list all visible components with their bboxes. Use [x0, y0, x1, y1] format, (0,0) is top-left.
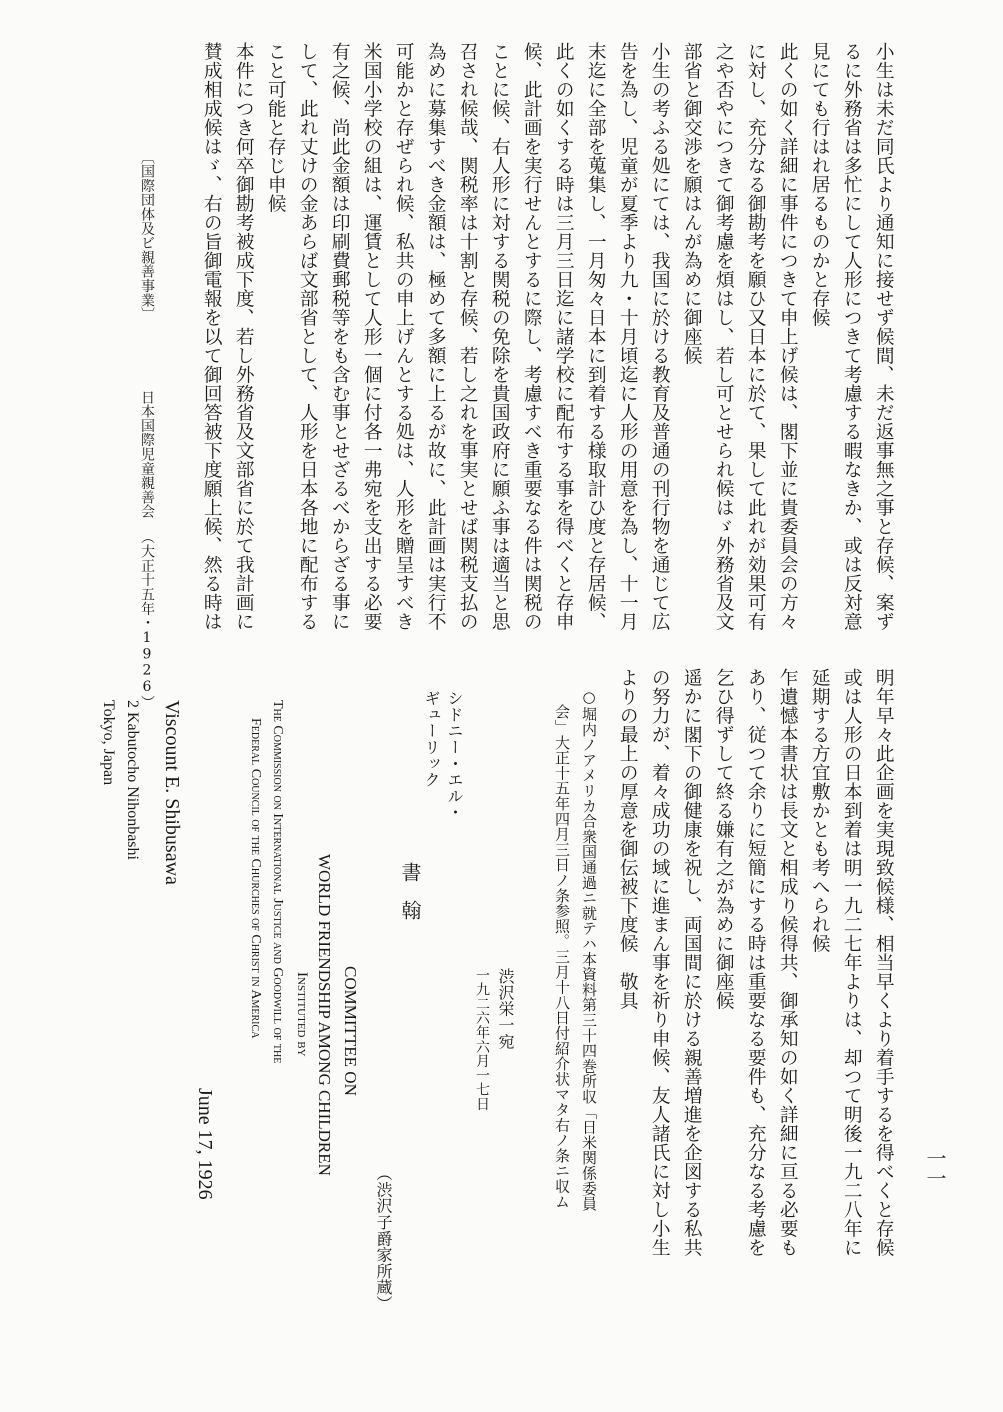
text-column: 候、此計画を実行せんとするに際し、考慮すべき重要なる件は関税の: [520, 42, 542, 631]
text-column: 本件につき何卒御勘考被成下度、若し外務省及文部省に於て我計画に: [232, 42, 254, 631]
text-column: 末迄に全部を蒐集し、一月匆々日本に到着する様取計ひ度と存居候、: [584, 42, 606, 631]
letterhead-org-line5: Federal Council of the Churches of Christ in America: [248, 718, 263, 1039]
text-column: 明年早々此企画を実現致候様、相当早くより着手するを得べくと存候: [872, 668, 894, 1257]
text-column: 小生の考ふる処にては、我国に於ける教育及普通の刊行物を通じて広: [648, 42, 670, 631]
text-column: 米国小学校の組は、運賃として人形一個に付各一弗宛を支出する必要: [360, 42, 382, 631]
text-column: 可能かと存ぜられ候、私共の申上げんとする処は、人形を贈呈すべき: [392, 42, 414, 631]
address-line2: Tokyo, Japan: [100, 700, 117, 786]
text-column: 告を為し、児童が夏季より九・十月頃迄に人形の用意を為し、十一月: [616, 42, 638, 631]
letterhead-org-line1: COMMITTEE ON: [341, 966, 360, 1096]
recipient: 渋沢栄一宛: [496, 968, 515, 1050]
text-column: 為めに募集すべき金額は、極めて多額に上るが故に、此計画は実行不: [424, 42, 446, 631]
text-column: るに外務省は多忙にして人形につきて考慮する暇なきか、或は反対意: [840, 42, 862, 631]
text-column: 見にても行はれ居るものかと存候: [808, 42, 830, 327]
letter-date: 一九二六年六月一七日: [474, 968, 490, 1111]
text-column: 此くの如くする時は三月三日迄に諸学校に配布する事を得べくと存申: [552, 42, 574, 631]
text-column: ことに候、右人形に対する関税の免除を貴国政府に願ふ事は適当と思: [488, 42, 510, 631]
letter-date-english: June 17, 1926: [194, 1088, 216, 1200]
addressee-name: Viscount E. Shibusawa: [161, 700, 183, 885]
text-column: 部省と御交渉を願はんが為めに御座候: [680, 42, 702, 365]
text-column: に対し、充分なる御勘考を願ひ又日本に於て、果して此れが効果可有: [744, 42, 766, 631]
document-type: 書翰: [398, 862, 422, 938]
text-column: して、此れ丈けの金あらば文部省として、人形を日本各地に配布する: [296, 42, 318, 631]
editorial-note-line: ○堀内ノアメリカ合衆国通過ニ就テハ本資料第三十四巻所収「日米関係委員: [580, 688, 598, 1212]
letterhead-org-line2: WORLD FRIENDSHIP AMONG CHILDREN: [315, 854, 334, 1176]
text-column: あり、従つて余りに短簡にする時は重要なる要件も、充分なる考慮を: [744, 668, 766, 1257]
text-column: こと可能と存じ申候: [264, 42, 286, 213]
letterhead-org-line4: The Commission on International Justice and Goodwill of the: [270, 700, 285, 1064]
text-column: 遥かに閣下の御健康を祝し、両国間に於ける親善増進を企図する私共: [680, 668, 702, 1257]
text-column: 賛成相成候はゞ、右の旨御電報を以て御回答被下度願上候、然る時は: [200, 42, 222, 631]
text-column: の努力が、着々成功の域に進まん事を祈り申候、友人諸氏に対し小生: [648, 668, 670, 1257]
text-column: 有之候、尚此金額は印刷費郵税等をも含む事とせざるべからざる事に: [328, 42, 350, 631]
text-column: よりの最上の厚意を御伝被下度候 敬具: [616, 668, 638, 1010]
text-column: 召され候哉、関税率は十割と存候、若し之れを事実とせば関税支払の: [456, 42, 478, 631]
source-category: 〔国際団体及ビ親善事業〕: [139, 150, 155, 322]
address-line1: 2 Kabutocho Nihonbashi: [124, 700, 141, 860]
text-column: 此くの如く詳細に事件につきて申上げ候は、閣下並に貴委員会の方々: [776, 42, 798, 631]
text-column: 或は人形の日本到着は明一九二七年よりは、却つて明後一九二八年に: [840, 668, 862, 1257]
text-column: 乍遺憾本書状は長文と相成り候得共、御承知の如く詳細に亘る必要も: [776, 668, 798, 1257]
text-column: 乞ひ得ずして終る嫌有之が為めに御座候: [712, 668, 734, 1010]
letterhead-org-line3: Instituted by: [294, 972, 310, 1057]
text-column: 之や否やにつきて御考慮を煩はし、若し可とせられ候はゞ外務省及文: [712, 42, 734, 631]
sender-name-line1: シドニー・エル・: [445, 690, 464, 821]
era-year: （大正十五年・1926）: [139, 530, 155, 710]
page-number: 一一: [923, 1148, 947, 1188]
editorial-note-line: 会」大正十五年四月三日ノ条参照。三月十八日付紹介状マタ右ノ条ニ収ム: [553, 704, 571, 1209]
text-column: 小生は未だ同氏より通知に接せず候間、未だ返事無之事と存候、案ず: [872, 42, 894, 631]
archive-source: （渋沢子爵家所蔵）: [374, 1165, 393, 1312]
text-column: 延期する方宜敷かとも考へられ候: [808, 668, 830, 953]
organization-name: 日本国際児童親善会: [139, 390, 155, 519]
sender-name-line2: ギューリック: [422, 690, 441, 788]
